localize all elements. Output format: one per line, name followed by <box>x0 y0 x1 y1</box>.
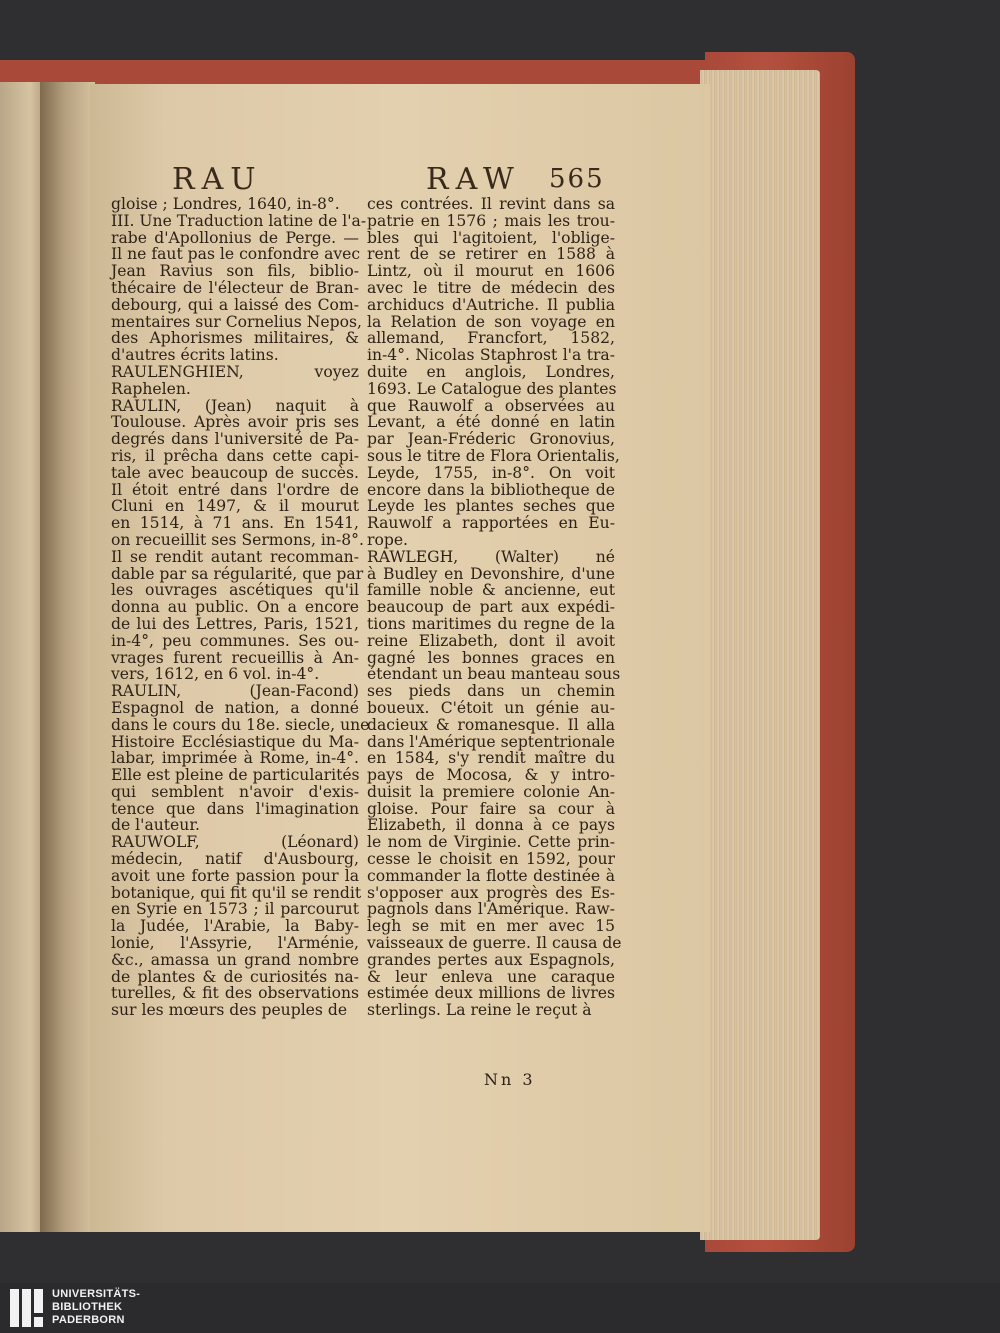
logo-line-1: UNIVERSITÄTS- <box>52 1288 141 1300</box>
text-line: avoit une forte passion pour la <box>111 866 359 885</box>
text-line: le nom de Virginie. Cette prin- <box>367 833 615 852</box>
logo-line-2: BIBLIOTHEK <box>52 1301 123 1313</box>
text-line: encore dans la bibliotheque de <box>367 480 615 499</box>
text-line: par Jean-Fréderic Gronovius, <box>367 430 615 449</box>
text-line: grandes pertes aux Espagnols, <box>367 950 615 969</box>
text-line: d'autres écrits latins. <box>111 346 279 365</box>
text-line: Levant, a été donné en latin <box>367 413 615 432</box>
text-line: la Relation de son voyage en <box>367 312 615 331</box>
text-line: rent de se retirer en 1588 à <box>367 245 615 264</box>
text-line: avec le titre de médecin des <box>367 278 615 297</box>
text-line: debourg, qui a laissé des Com- <box>111 295 359 314</box>
text-line: qui semblent n'avoir d'exis- <box>111 782 359 801</box>
text-line: 1693. Le Catalogue des plantes <box>367 379 617 398</box>
text-line: que Rauwolf a observées au <box>367 396 615 415</box>
text-line: Jean Ravius son fils, biblio- <box>111 262 359 281</box>
text-line: bles qui l'agitoient, l'oblige- <box>367 228 615 247</box>
text-line: vers, 1612, en 6 vol. in-4°. <box>111 665 320 684</box>
logo-line-3: PADERBORN <box>52 1314 125 1326</box>
text-line: Espagnol de nation, a donné <box>111 698 359 717</box>
text-line: vaisseaux de guerre. Il causa de <box>367 934 622 953</box>
text-line: en Syrie en 1573 ; il parcourut <box>111 900 359 919</box>
text-line: Cluni en 1497, & il mourut <box>111 497 359 516</box>
library-logo-bar <box>0 1283 1000 1333</box>
text-line: RAWLEGH, (Walter) né <box>367 547 615 566</box>
text-line: vrages furent recueillis à An- <box>111 648 359 667</box>
text-line: en 1514, à 71 ans. En 1541, <box>111 514 359 533</box>
text-line: patrie en 1576 ; mais les trou- <box>367 211 615 230</box>
text-line: Elizabeth, il donna à ce pays <box>367 816 615 835</box>
text-line: &c., amassa un grand nombre <box>111 950 359 969</box>
text-line: Il étoit entré dans l'ordre de <box>111 480 359 499</box>
text-line: Raphelen. <box>111 379 191 398</box>
text-line: ses pieds dans un chemin <box>367 682 615 701</box>
text-line: médecin, natif d'Ausbourg, <box>111 850 359 869</box>
left-text-column <box>111 195 370 1020</box>
text-line: III. Une Traduction latine de l'a- <box>111 211 367 230</box>
text-line: dans le cours du 18e. siecle, une <box>111 715 370 734</box>
text-line: labar, imprimée à Rome, in-4°. <box>111 749 359 768</box>
running-header <box>0 160 1000 200</box>
text-line: Il se rendit autant recomman- <box>111 547 359 566</box>
text-line: Elle est pleine de particularités <box>111 766 360 785</box>
text-line: Lintz, où il mourut en 1606 <box>367 262 615 281</box>
text-line: pagnols dans l'Amérique. Raw- <box>367 900 615 919</box>
text-line: mentaires sur Cornelius Nepos, <box>111 312 362 331</box>
text-line: ris, il prêcha dans cette capi- <box>111 446 359 465</box>
book-gutter <box>40 82 95 1232</box>
text-line: thécaire de l'électeur de Bran- <box>111 278 359 297</box>
text-line: pays de Mocosa, & y intro- <box>367 766 615 785</box>
text-line: beaucoup de part aux expédi- <box>367 598 615 617</box>
header-left-catchword: RAU <box>172 162 263 197</box>
text-line: RAUWOLF, (Léonard) <box>111 833 359 852</box>
signature-mark: Nn 3 <box>484 1070 536 1089</box>
text-line: in-4°, peu communes. Ses ou- <box>111 631 359 650</box>
text-line: lonie, l'Assyrie, l'Arménie, <box>111 934 359 953</box>
text-line: reine Elizabeth, dont il avoit <box>367 631 615 650</box>
text-line: de lui des Lettres, Paris, 1521, <box>111 614 359 633</box>
header-right-catchword: RAW <box>426 162 521 197</box>
text-line: Leyde, 1755, in-8°. On voit <box>367 463 615 482</box>
text-line: turelles, & fit des observations <box>111 984 359 1003</box>
text-line: commander la flotte destinée à <box>367 866 615 885</box>
text-line: de plantes & de curiosités na- <box>111 967 359 986</box>
text-line: Toulouse. Après avoir pris ses <box>111 413 359 432</box>
text-line: en 1584, s'y rendit maître du <box>367 749 615 768</box>
text-line: dable par sa régularité, que par <box>111 564 364 583</box>
text-line: dacieux & romanesque. Il alla <box>367 715 615 734</box>
page-number: 565 <box>549 164 605 194</box>
text-line: degrés dans l'université de Pa- <box>111 430 359 449</box>
text-line: Rauwolf a rapportées en Eu- <box>367 514 615 533</box>
text-line: RAULIN, (Jean) naquit à <box>111 396 359 415</box>
text-line: sous le titre de Flora Orientalis, <box>367 446 620 465</box>
text-line: on recueillit ses Sermons, in-8°. <box>111 530 364 549</box>
library-logo-text <box>52 1288 140 1327</box>
text-line: les ouvrages ascétiques qu'il <box>111 581 359 600</box>
text-line: la Judée, l'Arabie, la Baby- <box>111 917 359 936</box>
text-line: sur les mœurs des peuples de <box>111 1001 348 1020</box>
text-line: RAULIN, (Jean-Facond) <box>111 682 359 701</box>
text-line: boueux. C'étoit un génie au- <box>367 698 615 717</box>
text-line: gagné les bonnes graces en <box>367 648 615 667</box>
text-line: Histoire Ecclésiastique du Ma- <box>111 732 359 751</box>
text-line: donna au public. On a encore <box>111 598 359 617</box>
text-line: tions maritimes du regne de la <box>367 614 615 633</box>
text-line: s'opposer aux progrès des Es- <box>367 883 615 902</box>
text-line: famille noble & ancienne, eut <box>367 581 615 600</box>
text-line: de l'auteur. <box>111 816 201 835</box>
text-line: Leyde les plantes seches que <box>367 497 615 516</box>
right-text-column <box>367 195 622 1020</box>
library-logo-icon <box>8 1287 44 1329</box>
text-line: legh se mit en mer avec 15 <box>367 917 615 936</box>
text-line: estimée deux millions de livres <box>367 984 615 1003</box>
text-line: étendant un beau manteau sous <box>367 665 621 684</box>
text-line: tence que dans l'imagination <box>111 799 359 818</box>
text-line: botanique, qui fit qu'il se rendit <box>111 883 362 902</box>
text-line: rabe d'Apollonius de Perge. — <box>111 228 359 247</box>
text-line: ces contrées. Il revint dans sa <box>367 195 615 213</box>
text-line: des Aphorismes militaires, & <box>111 329 359 348</box>
text-line: dans l'Amérique septentrionale <box>367 732 615 751</box>
text-line: sterlings. La reine le reçut à <box>367 1001 592 1020</box>
text-line: RAULENGHIEN, voyez <box>111 362 359 381</box>
text-line: & leur enleva une caraque <box>367 967 615 986</box>
text-line: à Budley en Devonshire, d'une <box>367 564 615 583</box>
page-edges <box>700 70 820 1240</box>
text-line: Il ne faut pas le confondre avec <box>111 245 361 264</box>
text-line: duisit la premiere colonie An- <box>367 782 615 801</box>
text-line: tale avec beaucoup de succès. <box>111 463 359 482</box>
text-line: rope. <box>367 530 409 549</box>
text-line: in-4°. Nicolas Staphrost l'a tra- <box>367 346 615 365</box>
text-line: gloise. Pour faire sa cour à <box>367 799 615 818</box>
text-line: cesse le choisit en 1592, pour <box>367 850 615 869</box>
text-line: allemand, Francfort, 1582, <box>367 329 615 348</box>
text-line: duite en anglois, Londres, <box>367 362 615 381</box>
text-line: gloise ; Londres, 1640, in-8°. <box>111 195 340 213</box>
text-line: archiducs d'Autriche. Il publia <box>367 295 615 314</box>
